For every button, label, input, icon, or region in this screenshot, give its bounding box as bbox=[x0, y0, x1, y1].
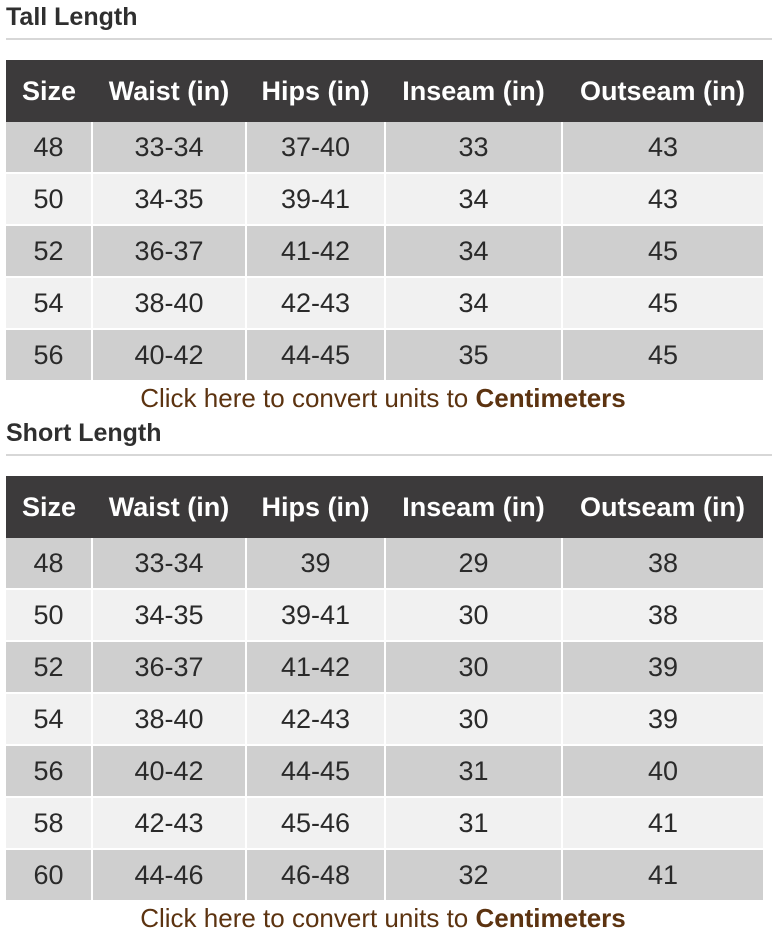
inseam-cell: 33 bbox=[385, 122, 562, 173]
outseam-cell: 39 bbox=[562, 693, 763, 745]
hips-cell: 37-40 bbox=[246, 122, 385, 173]
table-header-row bbox=[6, 60, 763, 122]
table-row bbox=[6, 122, 763, 173]
tall-length-divider bbox=[6, 38, 772, 40]
waist-cell: 40-42 bbox=[92, 745, 246, 797]
convert-link-prefix: Click here to convert units to bbox=[140, 903, 476, 933]
inseam-cell: 31 bbox=[385, 745, 562, 797]
header-waist: Waist (in) bbox=[92, 60, 246, 122]
hips-cell: 46-48 bbox=[246, 849, 385, 901]
inseam-cell: 34 bbox=[385, 173, 562, 225]
size-cell: 58 bbox=[6, 797, 92, 849]
table-row bbox=[6, 589, 763, 641]
waist-cell: 36-37 bbox=[92, 641, 246, 693]
hips-cell: 41-42 bbox=[246, 641, 385, 693]
inseam-cell: 35 bbox=[385, 329, 562, 381]
size-cell: 50 bbox=[6, 589, 92, 641]
table-row bbox=[6, 849, 763, 901]
hips-cell: 39-41 bbox=[246, 173, 385, 225]
hips-cell: 42-43 bbox=[246, 277, 385, 329]
outseam-cell: 41 bbox=[562, 849, 763, 901]
table-header-row bbox=[6, 476, 763, 538]
size-cell: 56 bbox=[6, 745, 92, 797]
table-row bbox=[6, 277, 763, 329]
size-cell: 48 bbox=[6, 122, 92, 173]
convert-link-target: Centimeters bbox=[475, 383, 626, 413]
inseam-cell: 34 bbox=[385, 277, 562, 329]
tall-length-table bbox=[6, 60, 763, 382]
table-row bbox=[6, 538, 763, 589]
hips-cell: 39-41 bbox=[246, 589, 385, 641]
size-cell: 52 bbox=[6, 641, 92, 693]
short-length-divider bbox=[6, 454, 772, 456]
short-length-title: Short Length bbox=[6, 419, 162, 447]
outseam-cell: 43 bbox=[562, 122, 763, 173]
waist-cell: 42-43 bbox=[92, 797, 246, 849]
size-cell: 54 bbox=[6, 693, 92, 745]
convert-link-prefix: Click here to convert units to bbox=[140, 383, 476, 413]
header-size: Size bbox=[6, 476, 92, 538]
size-cell: 54 bbox=[6, 277, 92, 329]
size-cell: 50 bbox=[6, 173, 92, 225]
waist-cell: 33-34 bbox=[92, 538, 246, 589]
outseam-cell: 38 bbox=[562, 538, 763, 589]
inseam-cell: 30 bbox=[385, 589, 562, 641]
outseam-cell: 39 bbox=[562, 641, 763, 693]
hips-cell: 44-45 bbox=[246, 329, 385, 381]
table-row bbox=[6, 745, 763, 797]
header-outseam: Outseam (in) bbox=[562, 60, 763, 122]
short-convert-units-link[interactable] bbox=[0, 903, 766, 933]
size-cell: 56 bbox=[6, 329, 92, 381]
hips-cell: 41-42 bbox=[246, 225, 385, 277]
waist-cell: 33-34 bbox=[92, 122, 246, 173]
tall-length-body bbox=[6, 122, 763, 381]
outseam-cell: 45 bbox=[562, 329, 763, 381]
inseam-cell: 31 bbox=[385, 797, 562, 849]
outseam-cell: 38 bbox=[562, 589, 763, 641]
header-outseam: Outseam (in) bbox=[562, 476, 763, 538]
waist-cell: 36-37 bbox=[92, 225, 246, 277]
tall-length-title: Tall Length bbox=[6, 3, 138, 31]
outseam-cell: 45 bbox=[562, 225, 763, 277]
waist-cell: 44-46 bbox=[92, 849, 246, 901]
header-inseam: Inseam (in) bbox=[385, 60, 562, 122]
outseam-cell: 40 bbox=[562, 745, 763, 797]
hips-cell: 39 bbox=[246, 538, 385, 589]
waist-cell: 40-42 bbox=[92, 329, 246, 381]
table-row bbox=[6, 329, 763, 381]
table-row bbox=[6, 641, 763, 693]
waist-cell: 38-40 bbox=[92, 693, 246, 745]
convert-link-target: Centimeters bbox=[475, 903, 626, 933]
outseam-cell: 43 bbox=[562, 173, 763, 225]
table-row bbox=[6, 173, 763, 225]
size-cell: 60 bbox=[6, 849, 92, 901]
inseam-cell: 32 bbox=[385, 849, 562, 901]
tall-convert-units-link[interactable] bbox=[0, 383, 766, 413]
inseam-cell: 34 bbox=[385, 225, 562, 277]
inseam-cell: 30 bbox=[385, 641, 562, 693]
inseam-cell: 29 bbox=[385, 538, 562, 589]
short-length-table bbox=[6, 476, 763, 902]
waist-cell: 34-35 bbox=[92, 589, 246, 641]
hips-cell: 45-46 bbox=[246, 797, 385, 849]
header-hips: Hips (in) bbox=[246, 476, 385, 538]
table-row bbox=[6, 693, 763, 745]
header-hips: Hips (in) bbox=[246, 60, 385, 122]
header-size: Size bbox=[6, 60, 92, 122]
outseam-cell: 45 bbox=[562, 277, 763, 329]
size-cell: 48 bbox=[6, 538, 92, 589]
hips-cell: 44-45 bbox=[246, 745, 385, 797]
short-length-body bbox=[6, 538, 763, 901]
waist-cell: 34-35 bbox=[92, 173, 246, 225]
header-waist: Waist (in) bbox=[92, 476, 246, 538]
table-row bbox=[6, 225, 763, 277]
outseam-cell: 41 bbox=[562, 797, 763, 849]
hips-cell: 42-43 bbox=[246, 693, 385, 745]
waist-cell: 38-40 bbox=[92, 277, 246, 329]
size-cell: 52 bbox=[6, 225, 92, 277]
header-inseam: Inseam (in) bbox=[385, 476, 562, 538]
table-row bbox=[6, 797, 763, 849]
inseam-cell: 30 bbox=[385, 693, 562, 745]
